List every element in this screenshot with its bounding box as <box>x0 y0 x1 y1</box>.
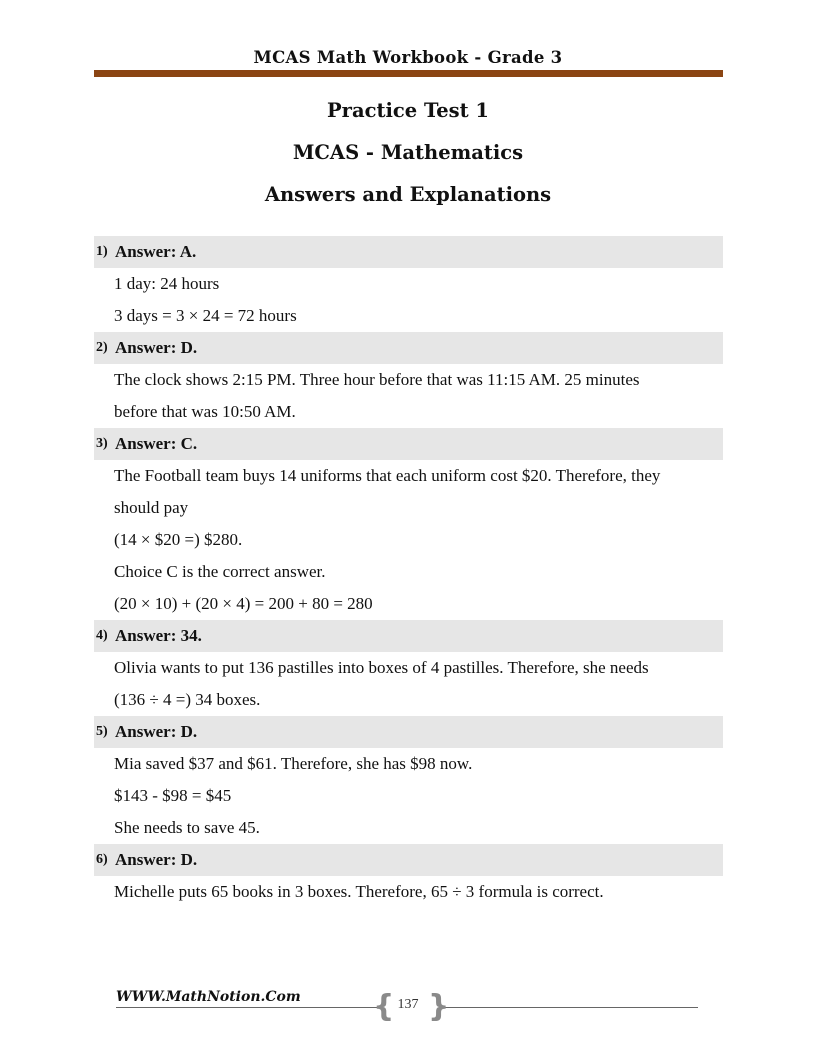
answer-label: Answer: D. <box>115 850 198 869</box>
answer-block <box>94 428 723 620</box>
answer-label: Answer: D. <box>115 722 198 741</box>
explanation-line: Mia saved $37 and $61. Therefore, she has $98 now. <box>114 754 473 773</box>
explanation-line: before that was 10:50 AM. <box>114 402 296 421</box>
question-number: 6) <box>96 852 108 867</box>
answer-block <box>94 332 723 428</box>
section-heading: Answers and Explanations <box>264 183 552 206</box>
explanation-line: should pay <box>114 498 189 517</box>
answer-label: Answer: C. <box>115 434 198 453</box>
explanation-line: 3 days = 3 × 24 = 72 hours <box>114 306 297 325</box>
footer-website: WWW.MathNotion.Com <box>116 989 301 1005</box>
subject-heading: MCAS - Mathematics <box>292 141 524 164</box>
question-number: 5) <box>96 724 108 739</box>
explanation-line: (14 × $20 =) $280. <box>114 530 243 549</box>
answer-header <box>94 716 723 748</box>
answer-label: Answer: D. <box>115 338 198 357</box>
answer-header <box>94 236 723 268</box>
explanation-line: The clock shows 2:15 PM. Three hour before that was 11:15 AM. 25 minutes <box>114 370 640 389</box>
question-number: 1) <box>96 244 108 259</box>
answer-block <box>94 236 723 332</box>
header-rule <box>94 70 723 77</box>
explanation-line: $143 - $98 = $45 <box>114 786 232 805</box>
footer-rule <box>440 1007 698 1008</box>
explanation-line: (136 ÷ 4 =) 34 boxes. <box>114 690 261 709</box>
answer-label: Answer: A. <box>115 242 197 261</box>
explanation-line: The Football team buys 14 uniforms that each uniform cost $20. Therefore, they <box>114 466 661 485</box>
explanation-line: Olivia wants to put 136 pastilles into boxes of 4 pastilles. Therefore, she needs <box>114 658 649 677</box>
answer-block <box>94 620 723 716</box>
answer-header <box>94 428 723 460</box>
explanation-line: (20 × 10) + (20 × 4) = 200 + 80 = 280 <box>114 594 373 613</box>
question-number: 2) <box>96 340 108 355</box>
page-bracket-left-icon: { <box>373 989 395 1024</box>
answer-label: Answer: 34. <box>115 626 202 645</box>
workbook-title: MCAS Math Workbook - Grade 3 <box>253 48 563 67</box>
explanation-line: She needs to save 45. <box>114 818 260 837</box>
answer-header <box>94 620 723 652</box>
footer-rule <box>116 1007 378 1008</box>
answers-list <box>94 236 723 908</box>
answer-block <box>94 844 723 908</box>
answer-header <box>94 844 723 876</box>
answer-block <box>94 716 723 844</box>
question-number: 3) <box>96 436 108 451</box>
question-number: 4) <box>96 628 108 643</box>
page-number: 137 <box>397 997 419 1012</box>
answer-header <box>94 332 723 364</box>
explanation-line: Michelle puts 65 books in 3 boxes. Therefore, 65 ÷ 3 formula is correct. <box>114 882 604 901</box>
page-bracket-right-icon: } <box>428 989 450 1024</box>
explanation-line: 1 day: 24 hours <box>114 274 220 293</box>
test-heading: Practice Test 1 <box>327 99 489 122</box>
explanation-line: Choice C is the correct answer. <box>114 562 326 581</box>
